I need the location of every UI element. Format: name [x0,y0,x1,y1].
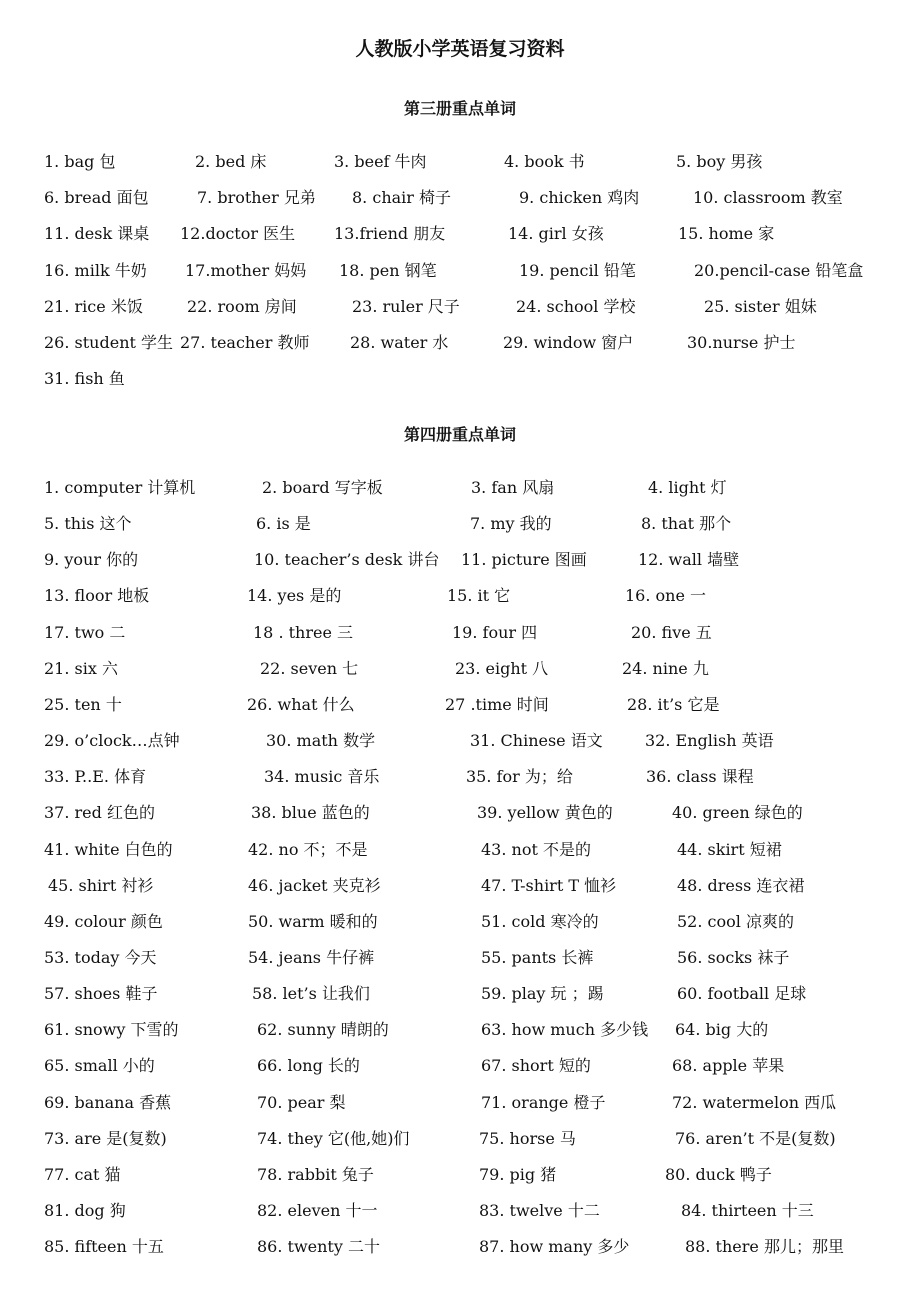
vocab-item: 35. for 为；给 [466,767,573,786]
vocab-item: 61. snowy 下雪的 [44,1020,179,1039]
vocab-item: 44. skirt 短裙 [677,840,782,859]
vocab-item: 80. duck 鸭子 [665,1165,772,1184]
vocab-item: 4. book 书 [504,152,585,171]
vocab-item: 31. fish 鱼 [44,369,125,388]
vocab-item: 11. desk 课桌 [44,224,150,243]
vocab-item: 25. sister 姐妹 [704,297,817,316]
vocab-item: 45. shirt 衬衫 [48,876,154,895]
vocab-item: 63. how much 多少钱 [481,1020,649,1039]
vocab-item: 9. your 你的 [44,550,139,569]
vocab-item: 26. what 什么 [247,695,355,714]
vocab-item: 20.pencil-case 铅笔盒 [694,261,864,280]
vocab-item: 47. T-shirt T 恤衫 [481,876,617,895]
vocab-item: 24. school 学校 [516,297,636,316]
vocab-item: 48. dress 连衣裙 [677,876,805,895]
vocab-item: 60. football 足球 [677,984,807,1003]
section-heading-book3: 第三册重点单词 [403,99,516,118]
vocab-item: 6. is 是 [256,514,311,533]
vocab-item: 23. ruler 尺子 [352,297,460,316]
vocab-item: 30. math 数学 [266,731,376,750]
vocab-item: 81. dog 狗 [44,1201,126,1220]
vocab-item: 17. two 二 [44,623,126,642]
vocab-item: 86. twenty 二十 [257,1237,380,1256]
vocab-item: 59. play 玩 ；踢 [481,984,604,1003]
vocab-item: 79. pig 猪 [479,1165,557,1184]
vocab-item: 49. colour 颜色 [44,912,163,931]
vocab-item: 13.friend 朋友 [334,224,446,243]
vocab-item: 27. teacher 教师 [180,333,310,352]
vocab-item: 46. jacket 夹克衫 [248,876,381,895]
vocab-item: 66. long 长的 [257,1056,360,1075]
vocab-item: 27 .time 时间 [445,695,549,714]
vocab-item: 14. yes 是的 [247,586,342,605]
vocab-item: 12. wall 墙壁 [638,550,740,569]
vocab-item: 50. warm 暖和的 [248,912,378,931]
vocab-item: 42. no 不；不是 [248,840,368,859]
vocab-item: 73. are 是(复数) [44,1129,167,1148]
vocab-item: 22. room 房间 [187,297,297,316]
vocab-item: 75. horse 马 [479,1129,576,1148]
vocab-item: 20. five 五 [631,623,712,642]
vocab-item: 4. light 灯 [648,478,727,497]
vocab-item: 19. pencil 铅笔 [519,261,636,280]
vocab-item: 12.doctor 医生 [180,224,296,243]
vocab-item: 72. watermelon 西瓜 [672,1093,837,1112]
vocab-item: 51. cold 寒冷的 [481,912,599,931]
vocab-item: 54. jeans 牛仔裤 [248,948,375,967]
vocab-item: 84. thirteen 十三 [681,1201,814,1220]
vocab-item: 41. white 白色的 [44,840,173,859]
vocab-item: 6. bread 面包 [44,188,149,207]
vocab-item: 43. not 不是的 [481,840,591,859]
vocab-item: 31. Chinese 语文 [470,731,603,750]
vocab-item: 78. rabbit 兔子 [257,1165,374,1184]
vocab-item: 38. blue 蓝色的 [251,803,370,822]
vocab-item: 70. pear 梨 [257,1093,346,1112]
vocab-item: 18. pen 钢笔 [339,261,437,280]
vocab-item: 83. twelve 十二 [479,1201,600,1220]
vocab-item: 33. P..E. 体育 [44,767,147,786]
vocab-item: 85. fifteen 十五 [44,1237,164,1256]
vocab-item: 58. let’s 让我们 [252,984,370,1003]
vocab-item: 10. classroom 教室 [693,188,843,207]
vocab-item: 32. English 英语 [645,731,774,750]
vocab-item: 3. fan 风扇 [471,478,555,497]
vocab-item: 8. chair 椅子 [352,188,452,207]
vocab-item: 71. orange 橙子 [481,1093,606,1112]
vocab-item: 11. picture 图画 [461,550,587,569]
vocab-item: 9. chicken 鸡肉 [519,188,640,207]
vocab-item: 23. eight 八 [455,659,549,678]
vocab-item: 25. ten 十 [44,695,122,714]
vocab-item: 17.mother 妈妈 [185,261,307,280]
vocab-item: 69. banana 香蕉 [44,1093,172,1112]
vocab-item: 8. that 那个 [641,514,732,533]
vocab-item: 88. there 那儿；那里 [685,1237,844,1256]
vocab-item: 16. milk 牛奶 [44,261,147,280]
vocab-item: 15. home 家 [678,224,775,243]
vocab-item: 74. they 它(他,她)们 [257,1129,410,1148]
vocab-item: 15. it 它 [447,586,511,605]
vocab-item: 1. bag 包 [44,152,116,171]
vocab-item: 5. boy 男孩 [676,152,763,171]
vocab-item: 67. short 短的 [481,1056,591,1075]
vocab-item: 24. nine 九 [622,659,709,678]
document-title: 人教版小学英语复习资料 [355,38,565,60]
vocab-item: 64. big 大的 [675,1020,769,1039]
vocab-item: 22. seven 七 [260,659,359,678]
vocab-item: 34. music 音乐 [264,767,380,786]
vocab-item: 52. cool 凉爽的 [677,912,794,931]
vocab-item: 2. board 写字板 [262,478,383,497]
vocab-item: 10. teacher’s desk 讲台 [254,550,440,569]
vocab-item: 56. socks 袜子 [677,948,790,967]
vocab-item: 28. it’s 它是 [627,695,720,714]
vocab-item: 29. o’clock…点钟 [44,731,180,750]
vocab-item: 76. aren’t 不是(复数) [675,1129,836,1148]
vocab-item: 29. window 窗户 [503,333,634,352]
vocab-item: 16. one 一 [625,586,707,605]
vocab-item: 40. green 绿色的 [672,803,803,822]
vocab-item: 87. how many 多少 [479,1237,630,1256]
vocab-item: 30.nurse 护士 [687,333,796,352]
vocab-item: 19. four 四 [452,623,538,642]
vocab-item: 7. brother 兄弟 [197,188,316,207]
vocab-item: 3. beef 牛肉 [334,152,427,171]
vocab-item: 62. sunny 晴朗的 [257,1020,389,1039]
vocab-item: 65. small 小的 [44,1056,155,1075]
vocab-item: 36. class 课程 [646,767,754,786]
vocab-item: 7. my 我的 [470,514,552,533]
vocab-item: 26. student 学生 [44,333,174,352]
vocab-item: 37. red 红色的 [44,803,155,822]
vocab-item: 14. girl 女孩 [508,224,604,243]
vocab-item: 57. shoes 鞋子 [44,984,158,1003]
vocab-item: 55. pants 长裤 [481,948,594,967]
vocab-item: 2. bed 床 [195,152,267,171]
vocab-item: 53. today 今天 [44,948,157,967]
vocab-item: 21. rice 米饭 [44,297,143,316]
vocab-item: 77. cat 猫 [44,1165,121,1184]
vocab-item: 28. water 水 [350,333,449,352]
vocab-item: 82. eleven 十一 [257,1201,378,1220]
vocab-item: 13. floor 地板 [44,586,150,605]
vocab-item: 18 . three 三 [253,623,354,642]
vocab-item: 1. computer 计算机 [44,478,196,497]
vocab-item: 68. apple 苹果 [672,1056,785,1075]
vocab-item: 21. six 六 [44,659,118,678]
vocab-item: 39. yellow 黄色的 [477,803,613,822]
vocab-item: 5. this 这个 [44,514,132,533]
section-heading-book4: 第四册重点单词 [403,425,516,444]
